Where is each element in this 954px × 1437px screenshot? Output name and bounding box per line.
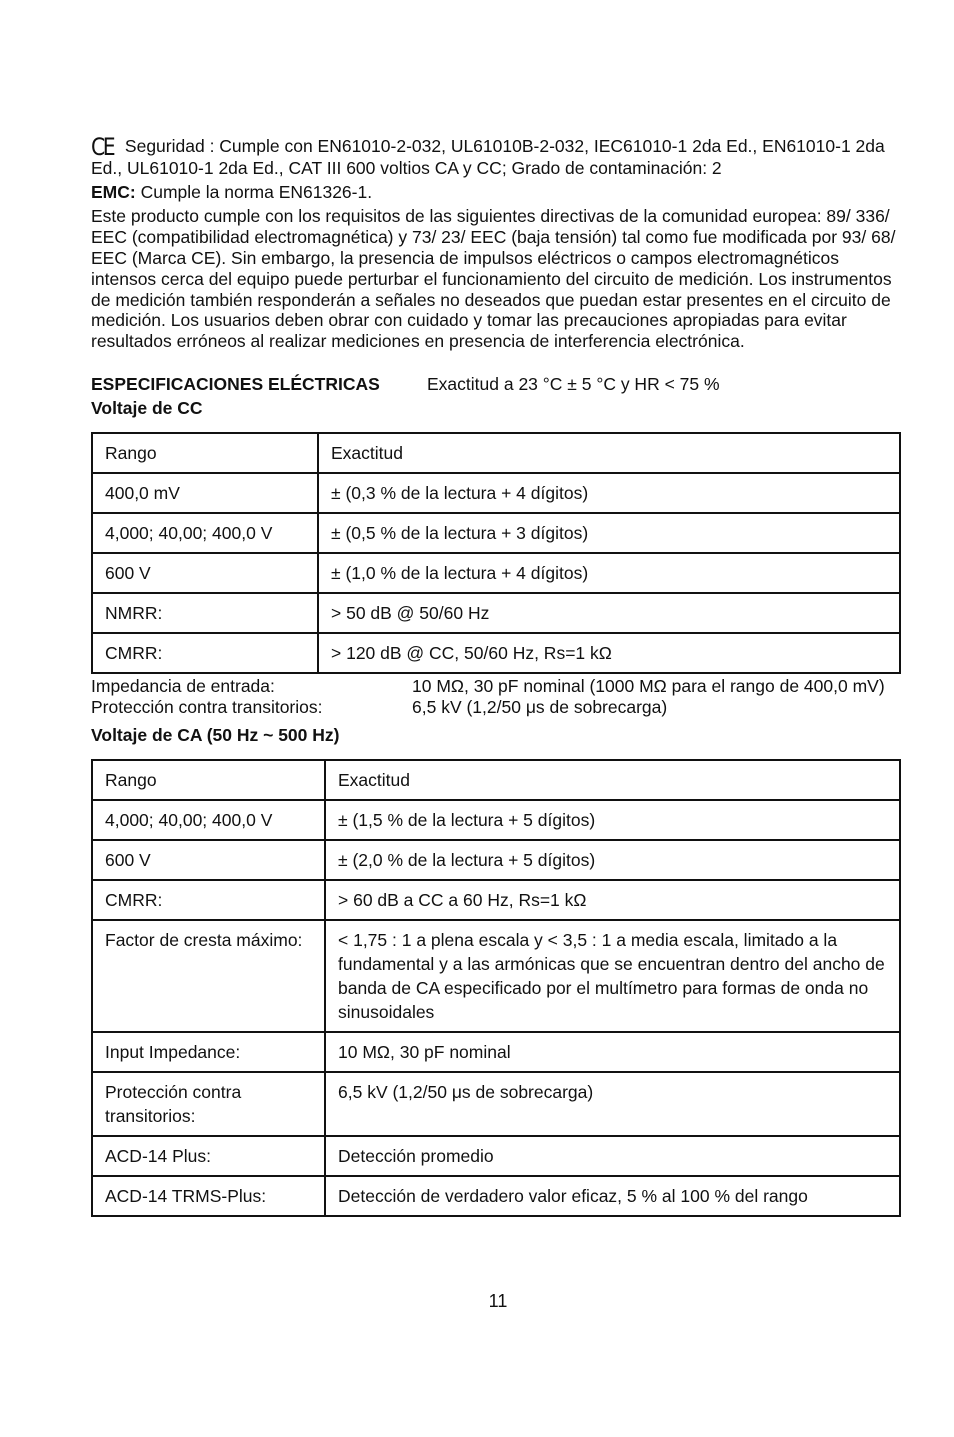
ac-voltage-table (91, 759, 901, 1217)
dc-range-cell: Rango (92, 433, 318, 473)
dc-range-cell: 400,0 mV (92, 473, 318, 513)
directive-paragraph: Este producto cumple con los requisitos de las siguientes directivas de la comunidad europea: 89/ 336/ EEC (compatibilidad electromagnética) y 73/ 23/ EEC (baja tensión) tal como fue modificada por 93/ 68/ EEC (Marca CE). Sin embargo, la presencia de impulsos eléctricos o campos electromagnéticos intensos cerca del equipo puede perturbar el funcionamiento del circuito de medición. Los instrumentos de medición también responderán a señales no deseados que puedan estar presentes en el circuito de medición. Los usuarios deben obrar con cuidado y tomar las precauciones apropiadas para evitar resultados erróneos al realizar mediciones en presencia de interferencia electrónica. (91, 206, 896, 352)
dc-accuracy-cell: > 120 dB @ CC, 50/60 Hz, Rs=1 kΩ (318, 633, 900, 673)
transient-label: Protección contra transitorios: (91, 696, 323, 717)
dc-range-cell: 600 V (92, 553, 318, 593)
dc-table-row (92, 433, 900, 473)
ac-accuracy-cell: ± (2,0 % de la lectura + 5 dígitos) (325, 840, 900, 880)
dc-transient-protection (91, 697, 901, 718)
spec-accuracy-note: Exactitud a 23 °C ± 5 °C y HR < 75 % (427, 373, 720, 394)
emc-text: Cumple la norma EN61326-1. (135, 181, 373, 202)
safety-text: Seguridad : Cumple con EN61010-2-032, UL61010B-2-032, IEC61010-1 2da Ed., EN61010-1 2da Ed., UL61010-1 2da Ed., CAT III 600 voltios CA y CC; Grado de contaminación: 2 (91, 136, 885, 178)
ac-accuracy-cell: < 1,75 : 1 a plena escala y < 3,5 : 1 a media escala, limitado a la fundamental y a las armónicas que se encuentran dentro del ancho de banda de CA especificado por el multímetro para formas de onda no sinusoidales (325, 920, 900, 1032)
document-page (91, 133, 901, 1217)
ac-table-row (92, 1136, 900, 1176)
ac-voltage-heading: Voltaje de CA (50 Hz ~ 500 Hz) (91, 725, 340, 746)
ac-range-cell: 4,000; 40,00; 400,0 V (92, 800, 325, 840)
input-impedance-value: 10 MΩ, 30 pF nominal (1000 MΩ para el rango de 400,0 mV) (412, 675, 885, 696)
ac-table-row (92, 800, 900, 840)
ac-table-row (92, 920, 900, 1032)
input-impedance-label: Impedancia de entrada: (91, 675, 275, 696)
dc-voltage-table (91, 432, 901, 674)
ac-table-row (92, 1176, 900, 1216)
dc-accuracy-cell: Exactitud (318, 433, 900, 473)
ac-accuracy-cell: Detección de verdadero valor eficaz, 5 % al 100 % del rango (325, 1176, 900, 1216)
ac-range-cell: ACD-14 Plus: (92, 1136, 325, 1176)
dc-table-row (92, 593, 900, 633)
ac-accuracy-cell: 10 MΩ, 30 pF nominal (325, 1032, 900, 1072)
dc-voltage-heading: Voltaje de CC (91, 397, 203, 418)
ac-range-cell: Input Impedance: (92, 1032, 325, 1072)
dc-accuracy-cell: ± (0,5 % de la lectura + 3 dígitos) (318, 513, 900, 553)
dc-table-row (92, 473, 900, 513)
ac-accuracy-cell: Exactitud (325, 760, 900, 800)
dc-table-row (92, 553, 900, 593)
ac-range-cell: Factor de cresta máximo: (92, 920, 325, 1032)
dc-table-row (92, 633, 900, 673)
ac-range-cell: 600 V (92, 840, 325, 880)
ac-range-cell: ACD-14 TRMS-Plus: (92, 1176, 325, 1216)
dc-table-row (92, 513, 900, 553)
spec-header (91, 374, 901, 396)
ac-table-row (92, 1072, 900, 1136)
emc-label: EMC: (91, 181, 136, 202)
ac-range-cell: Rango (92, 760, 325, 800)
ac-table-row (92, 840, 900, 880)
ac-accuracy-cell: Detección promedio (325, 1136, 900, 1176)
dc-range-cell: CMRR: (92, 633, 318, 673)
page-number: 11 (488, 1291, 508, 1311)
ac-range-cell: Protección contra transitorios: (92, 1072, 325, 1136)
spec-title: ESPECIFICACIONES ELÉCTRICAS (91, 373, 380, 394)
dc-range-cell: 4,000; 40,00; 400,0 V (92, 513, 318, 553)
transient-value: 6,5 kV (1,2/50 μs de sobrecarga) (412, 696, 668, 717)
ac-accuracy-cell: ± (1,5 % de la lectura + 5 dígitos) (325, 800, 900, 840)
emc-compliance (91, 182, 901, 203)
ac-range-cell: CMRR: (92, 880, 325, 920)
dc-accuracy-cell: ± (0,3 % de la lectura + 4 dígitos) (318, 473, 900, 513)
dc-accuracy-cell: > 50 dB @ 50/60 Hz (318, 593, 900, 633)
ac-table-row (92, 760, 900, 800)
safety-compliance (91, 133, 901, 179)
ac-table-row (92, 1032, 900, 1072)
ce-mark-logo: CE (91, 133, 114, 161)
dc-accuracy-cell: ± (1,0 % de la lectura + 4 dígitos) (318, 553, 900, 593)
dc-input-impedance (91, 676, 901, 697)
ac-accuracy-cell: 6,5 kV (1,2/50 μs de sobrecarga) (325, 1072, 900, 1136)
dc-range-cell: NMRR: (92, 593, 318, 633)
ac-accuracy-cell: > 60 dB a CC a 60 Hz, Rs=1 kΩ (325, 880, 900, 920)
ac-table-row (92, 880, 900, 920)
